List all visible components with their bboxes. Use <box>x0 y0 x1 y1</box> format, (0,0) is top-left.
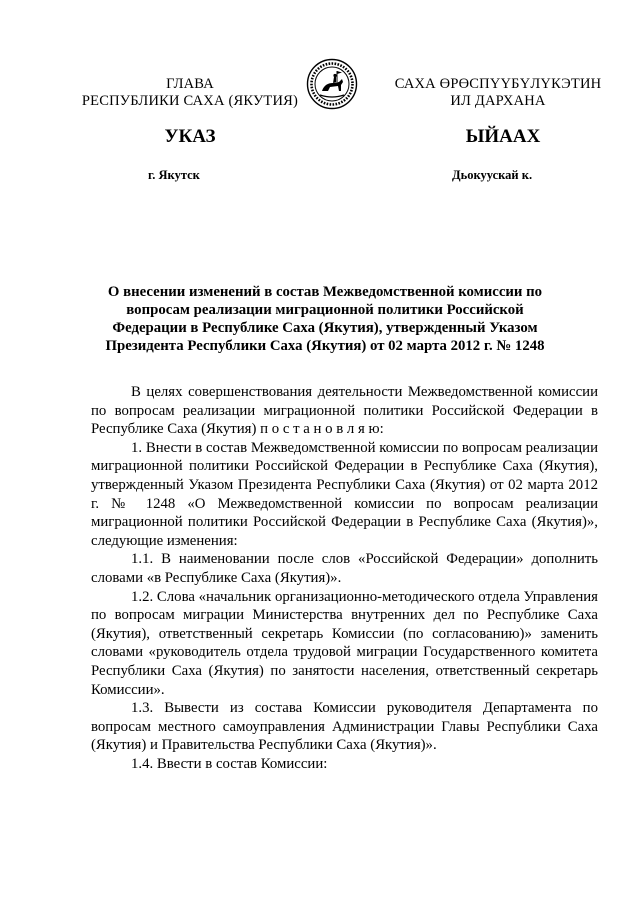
decree-title-ru: УКАЗ <box>164 126 216 147</box>
city-sakha: Дьокуускай к. <box>452 168 533 182</box>
paragraph-item-1: 1. Внести в состав Межведомственной комиссии по вопросам реализации миграционной политики Российской Федерации в Республике Саха (Якутия), утвержденный Указом Президента Республики Саха (Якутия) от 02 марта 2012 г. № 1248 «О Межведомственной комиссии по вопросам реализации миграционной политики Российской Федерации в Республике Саха (Якутия)», следующие изменения: <box>91 439 598 549</box>
paragraph-item-1-4: 1.4. Ввести в состав Комиссии: <box>131 755 328 772</box>
paragraph-preamble: В целях совершенствования деятельности Межведомственной комиссии по вопросам реализации миграционной политики Российской Федерации в Республике Саха (Якутия) п о с т а н о в л я ю: <box>91 384 598 438</box>
paragraph-item-1-2: 1.2. Слова «начальник организационно-методического отдела Управления по вопросам миграции Министерства внутренних дел по Республике Саха (Якутия), ответственный секретарь Комиссии (по согласованию)» заменить словами «руководитель отдела трудовой миграции Государственного комитета Республики Саха (Якутия) по занятости населения, ответственный секретарь Комиссии». <box>91 588 598 698</box>
header-left-line1: ГЛАВА <box>166 76 214 92</box>
decree-title-sakha: ЫЙААХ <box>465 126 541 147</box>
header-left <box>80 76 300 110</box>
coat-of-arms-icon <box>306 58 358 110</box>
header-left-line2: РЕСПУБЛИКИ САХА (ЯКУТИЯ) <box>81 93 299 109</box>
header-right <box>382 76 614 110</box>
header-right-line1: САХА ӨРӨСПҮҮБҮЛҮКЭТИН <box>394 76 602 92</box>
header-right-line2: ИЛ ДАРХАНА <box>450 93 546 109</box>
paragraph-item-1-1: 1.1. В наименовании после слов «Российской Федерации» дополнить словами «в Республике Саха (Якутия)». <box>91 551 598 586</box>
document-title: О внесении изменений в состав Межведомственной комиссии по вопросам реализации миграционной политики Российской Федерации в Республике Саха (Якутия), утвержденный Указом Президента Республики Саха (Якутия) от 02 марта 2012 г. № 1248 <box>105 284 545 354</box>
paragraph-item-1-3: 1.3. Вывести из состава Комиссии руководителя Департамента по вопросам местного самоуправления Администрации Главы Республики Саха (Якутия) и Правительства Республики Саха (Якутия)». <box>91 700 598 754</box>
document-body <box>91 383 598 773</box>
city-ru: г. Якутск <box>148 168 200 182</box>
